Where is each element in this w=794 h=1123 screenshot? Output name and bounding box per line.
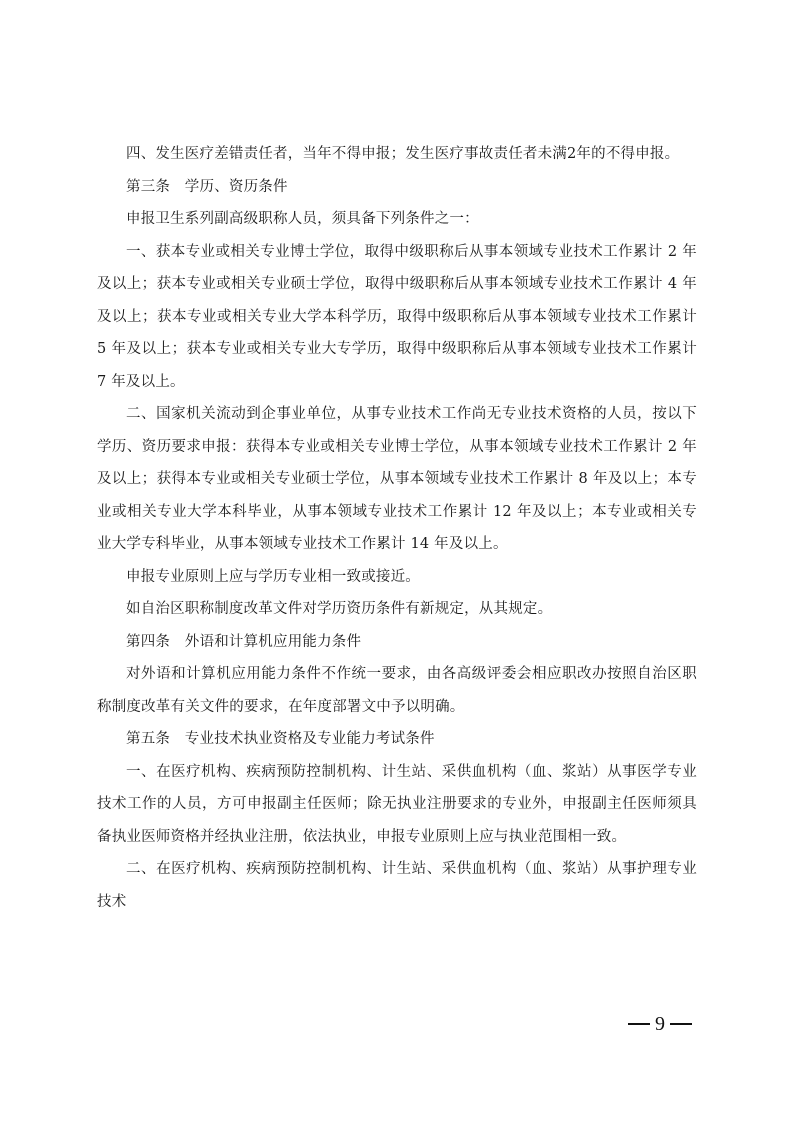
page-number-value: 9 xyxy=(655,1012,665,1035)
article-4-heading: 第四条 外语和计算机应用能力条件 xyxy=(126,633,362,650)
paragraph-medical-error-rule: 四、发生医疗差错责任者，当年不得申报；发生医疗事故责任者未满2年的不得申报。 xyxy=(126,146,680,162)
paragraph-article-3-item-1: 一、获本专业或相关专业博士学位，取得中级职称后从事本领域专业技术工作累计 2 年及以上；获本专业或相关专业硕士学位，取得中级职称后从事本领域专业技术工作累计 4 年及以上；获本专业或相关专业大学本科学历，取得中级职称后从事本领域专业技术工作累计 5 年及以上；获本专业或相关专业大专学历，取得中级职称后从事本领域专业技术工作累计 7 年及以上。 xyxy=(97,243,697,390)
article-5-heading: 第五条 专业技术执业资格及专业能力考试条件 xyxy=(126,731,435,747)
article-3-heading: 第三条 学历、资历条件 xyxy=(126,178,288,195)
page-number xyxy=(628,1006,692,1042)
paragraph-article-3-item-2: 二、国家机关流动到企事业单位，从事专业技术工作尚无专业技术资格的人员，按以下学历、资历要求申报：获得本专业或相关专业博士学位，从事本领域专业技术工作累计 2 年及以上；获得本专业或相关专业硕士学位，从事本领域专业技术工作累计 8 年及以上；本专业或相关专业大学本科毕业，从事本领域专业技术工作累计 12 年及以上；本专业或相关专业大学专科毕业，从事本领域专业技术工作累计 14 年及以上。 xyxy=(97,406,697,552)
paragraph-article-5-item-1: 一、在医疗机构、疾病预防控制机构、计生站、采供血机构（血、浆站）从事医学专业技术工作的人员，方可申报副主任医师；除无执业注册要求的专业外，申报副主任医师须具备执业医师资格并经执业注册，依法执业，申报专业原则上应与执业范围相一致。 xyxy=(97,763,697,845)
paragraph-article-3-intro: 申报卫生系列副高级职称人员，须具备下列条件之一： xyxy=(126,211,479,227)
paragraph-article-5-item-2: 二、在医疗机构、疾病预防控制机构、计生站、采供血机构（血、浆站）从事护理专业技术 xyxy=(97,861,697,910)
paragraph-new-regulation: 如自治区职称制度改革文件对学历资历条件有新规定，从其规定。 xyxy=(126,601,553,617)
document-body xyxy=(97,138,697,918)
paragraph-major-consistency: 申报专业原则上应与学历专业相一致或接近。 xyxy=(126,568,420,585)
page-number-right-dash xyxy=(670,1023,692,1025)
paragraph-article-4-body: 对外语和计算机应用能力条件不作统一要求，由各高级评委会相应职改办按照自治区职称制度改革有关文件的要求，在年度部署文中予以明确。 xyxy=(97,666,697,715)
page-number-left-dash xyxy=(628,1023,650,1025)
